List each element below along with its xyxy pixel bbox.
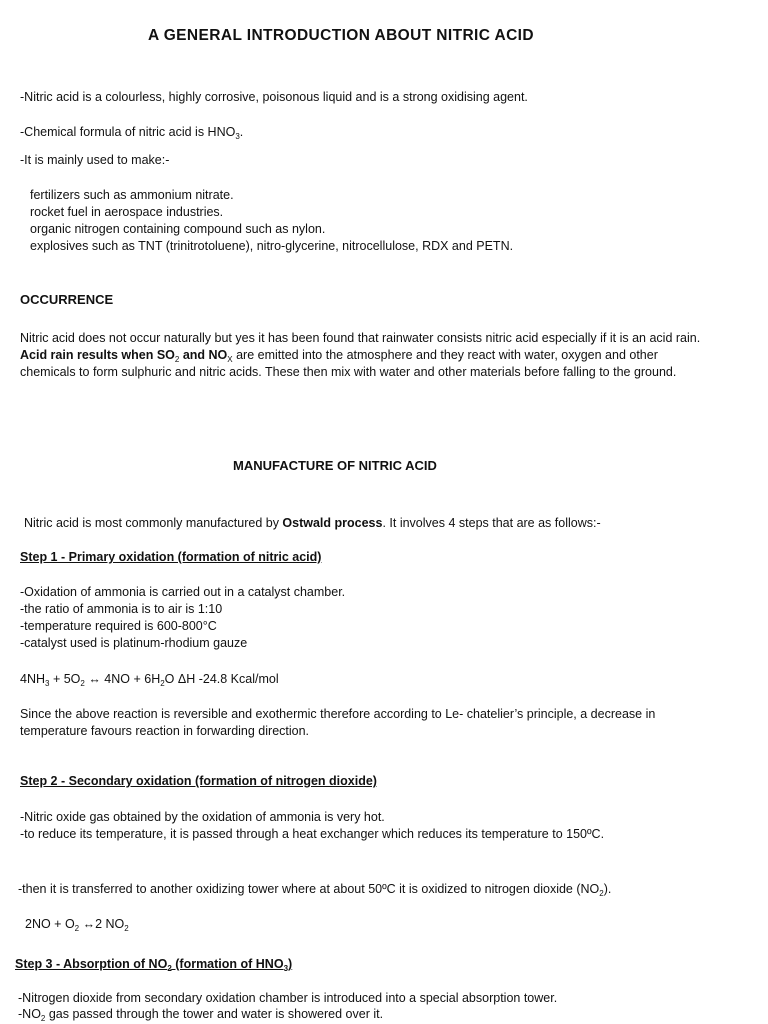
step2-text: ). [603,882,612,896]
equation-text: 4NH [20,672,46,686]
subscript: 2 [599,889,604,898]
manufacture-text: . It involves 4 steps that are as follows:- [382,516,601,530]
subscript: 3 [45,679,50,688]
use-item: fertilizers such as ammonium nitrate. [30,188,234,202]
step3-heading-text: (formation of HNO [171,957,284,971]
step1-equation [20,671,279,687]
step1-point: -the ratio of ammonia is to air is 1:10 [20,602,223,616]
uses-intro: -It is mainly used to make:- [20,153,170,167]
subscript: 2 [167,964,172,973]
use-item: organic nitrogen containing compound such as nylon. [30,222,326,236]
step1-note: temperature favours reaction in forwarding direction. [20,724,310,738]
manufacture-text: Nitric acid is most commonly manufactured by [24,516,283,530]
subscript: X [227,355,233,364]
step1-point: -catalyst used is platinum-rhodium gauze [20,636,248,650]
step2-equation [25,916,129,932]
page-title: A GENERAL INTRODUCTION ABOUT NITRIC ACID [148,27,534,44]
step1-point: -Oxidation of ammonia is carried out in a catalyst chamber. [20,585,346,599]
occurrence-line: chemicals to form sulphuric and nitric acids. These then mix with water and other materials before falling to the ground. [20,365,677,379]
equation-text: ↔ 4NO + 6H [84,672,161,686]
manufacture-heading: MANUFACTURE OF NITRIC ACID [233,458,437,473]
subscript: 2 [160,679,165,688]
subscript: 3 [283,964,289,973]
occurrence-line: Nitric acid does not occur naturally but yes it has been found that rainwater consists nitric acid especially if it is an acid rain. [20,331,701,345]
equation-text: 2NO + O [25,917,75,931]
manufacture-intro [24,515,601,531]
step3-point [18,1006,383,1022]
subscript: 2 [124,924,129,933]
step2-point [18,881,611,897]
occurrence-heading: OCCURRENCE [20,292,114,307]
subscript: 2 [40,1014,46,1023]
intro-line: -Nitric acid is a colourless, highly corrosive, poisonous liquid and is a strong oxidising agent. [20,90,528,104]
step3-heading-text: ) [288,957,293,971]
occurrence-text: are emitted into the atmosphere and they react with water, oxygen and other [232,348,658,362]
formula-text: -Chemical formula of nitric acid is HNO [20,125,236,139]
subscript: 2 [80,679,85,688]
use-item: explosives such as TNT (trinitrotoluene), nitro-glycerine, nitrocellulose, RDX and PETN. [30,239,514,253]
step2-point: -to reduce its temperature, it is passed through a heat exchanger which reduces its temperature to 150ºC. [20,827,605,841]
equation-text: + 5O [49,672,81,686]
use-item: rocket fuel in aerospace industries. [30,205,224,219]
step3-heading [15,956,292,972]
step1-point: -temperature required is 600-800°C [20,619,217,633]
ostwald-process: Ostwald process [282,516,383,530]
step3-heading-text: Step 3 - Absorption of NO [15,957,168,971]
step2-point: -Nitric oxide gas obtained by the oxidation of ammonia is very hot. [20,810,385,824]
step3-point: -Nitrogen dioxide from secondary oxidation chamber is introduced into a special absorption tower. [18,991,558,1005]
occurrence-line [20,347,658,363]
formula-suffix: . [239,125,244,139]
formula-subscript: 3 [235,132,240,141]
subscript: 2 [174,355,180,364]
occurrence-text: Acid rain results when SO [20,348,175,362]
step2-text: -then it is transferred to another oxidizing tower where at about 50ºC it is oxidized to nitrogen dioxide (NO [18,882,600,896]
occurrence-text: and NO [179,348,228,362]
step2-heading: Step 2 - Secondary oxidation (formation of nitrogen dioxide) [20,774,377,788]
step1-note: Since the above reaction is reversible and exothermic therefore according to Le- chatelier’s principle, a decrease in [20,707,656,721]
equation-text: O ΔH -24.8 Kcal/mol [164,672,279,686]
subscript: 2 [74,924,80,933]
equation-text: ↔2 NO [79,917,125,931]
formula-line [20,124,243,140]
step3-text: -NO [18,1007,41,1021]
step1-heading: Step 1 - Primary oxidation (formation of nitric acid) [20,550,322,564]
step3-text: gas passed through the tower and water is showered over it. [45,1007,384,1021]
